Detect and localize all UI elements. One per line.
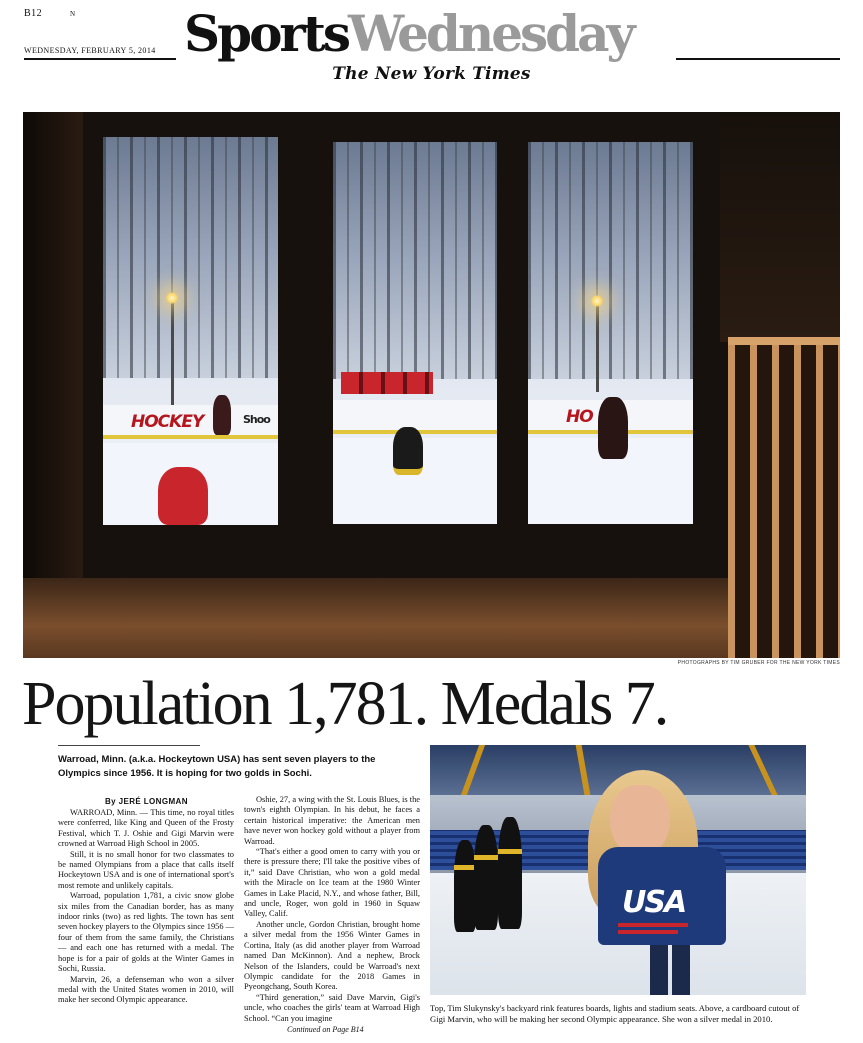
paragraph: “That's either a good omen to carry with you or there is pressure there; I'll take the positive vibes of it,” said Dave Christian, who won a gold medal with the Miracle on Ice team at the 1980 Winter Games in Lake Placid, N.Y., and whose father, Bill, and uncle, Roger, won gold in 1960 in Squaw Valley, Calif. [244, 847, 420, 919]
rink-boards [103, 405, 278, 439]
forest [103, 137, 278, 378]
jersey-stripe [474, 855, 498, 860]
stair-railing [728, 337, 840, 658]
skater-red [158, 467, 208, 525]
board-sign: HO [566, 407, 593, 427]
article-column-1 [58, 808, 234, 1006]
board-sign: HOCKEY [131, 412, 204, 432]
paragraph: Still, it is no small honor for two classmates to be named Olympians from a place that calls itself Hockeytown USA and is one of international sport's most remote and unlikely capitals. [58, 849, 234, 890]
paragraph: WARROAD, Minn. — This time, no royal titles were conferred, like King and Queen of the Frosty Festival, which T. J. Oshie and Gigi Marvin were crowned at Warroad High School in 2005. [58, 808, 234, 849]
secondary-photo [430, 745, 806, 995]
lamp-light [166, 292, 178, 304]
lamp-post [596, 302, 599, 392]
publication-logo: The New York Times [332, 64, 531, 84]
dateline: WEDNESDAY, FEBRUARY 5, 2014 [24, 46, 156, 55]
main-photo [23, 112, 840, 658]
paragraph: Marvin, 26, a defenseman who won a silver medal with the United States women in 2010, will make her second Olympic appearance. [58, 974, 234, 1005]
cutout-legs [650, 945, 690, 995]
jersey-stripe [498, 849, 522, 854]
stadium-seats [341, 372, 433, 394]
lamp-light [591, 295, 603, 307]
usa-stripe [618, 923, 688, 927]
deck-rule [58, 745, 200, 746]
paragraph: Another uncle, Gordon Christian, brought home a silver medal from the 1956 Winter Games in Cortina, Italy (as did another player from Warroad named Dan McKinnon). And a nephew, Brock Nelson of the Islanders, could be Warroad's next Olympic candidate for the 2018 Games in Pyeongchang, South Korea. [244, 919, 420, 992]
window-pane-middle [333, 142, 497, 524]
page-number: B12 [24, 8, 43, 19]
photo-caption: Top, Tim Slukynsky's backyard rink features boards, lights and stadium seats. Above, a cardboard cutout of Gigi Marvin, who will be making her second Olympic appearance. She won a silver medal in 2010. [430, 1003, 800, 1024]
window-pane-left [103, 137, 278, 525]
masthead-sports: Sports [184, 4, 349, 63]
hockey-player [498, 817, 522, 929]
window-pane-right [528, 142, 693, 524]
paragraph: Oshie, 27, a wing with the St. Louis Blues, is the town's eighth Olympian. In his debut, he faces a certain historical imperative: the American men have never won hockey gold without a player from Warroad. [244, 795, 420, 846]
hockey-player [454, 840, 476, 932]
article-column-2 [244, 795, 420, 1024]
jersey-usa-logo: USA [622, 885, 686, 920]
forest [528, 142, 693, 379]
hockey-player [474, 825, 498, 930]
headline: Population 1,781. Medals 7. [22, 670, 668, 738]
photo-credit: PHOTOGRAPHS BY TIM GRUBER FOR THE NEW YORK TIMES [677, 660, 840, 666]
skater [213, 395, 231, 435]
usa-stripe [618, 930, 678, 934]
edition-marker: N [70, 10, 76, 18]
lamp-post [171, 297, 174, 407]
skater [598, 397, 628, 459]
jersey-stripe [454, 865, 476, 870]
masthead-wednesday: Wednesday [348, 4, 633, 63]
byline: By JERÉ LONGMAN [105, 797, 188, 806]
forest [333, 142, 497, 379]
paragraph: “Third generation,” said Dave Marvin, Gigi's uncle, who coaches the girls' team at Warroad High School. “Can you imagine [244, 992, 420, 1023]
skater [393, 427, 423, 475]
wood-floor [23, 578, 840, 658]
section-masthead [184, 4, 633, 64]
deck: Warroad, Minn. (a.k.a. Hockeytown USA) has sent seven players to the Olympics since 1956. It is hoping for two golds in Sochi. [58, 754, 376, 779]
board-sign: Shoo [243, 413, 270, 426]
interior-wall [23, 112, 83, 658]
paragraph: Warroad, population 1,781, a civic snow globe six miles from the Canadian border, has as many indoor rinks (two) as red lights. The town has sent seven hockey players to the Olympics since 1956 — four of them from the same family, the Christians — and each one has returned with a medal. The hope is for a pair of golds at the Winter Games in Sochi, Russia. [58, 891, 234, 974]
continued-jump: Continued on Page B14 [287, 1025, 364, 1034]
interior-wall-right [720, 112, 840, 342]
